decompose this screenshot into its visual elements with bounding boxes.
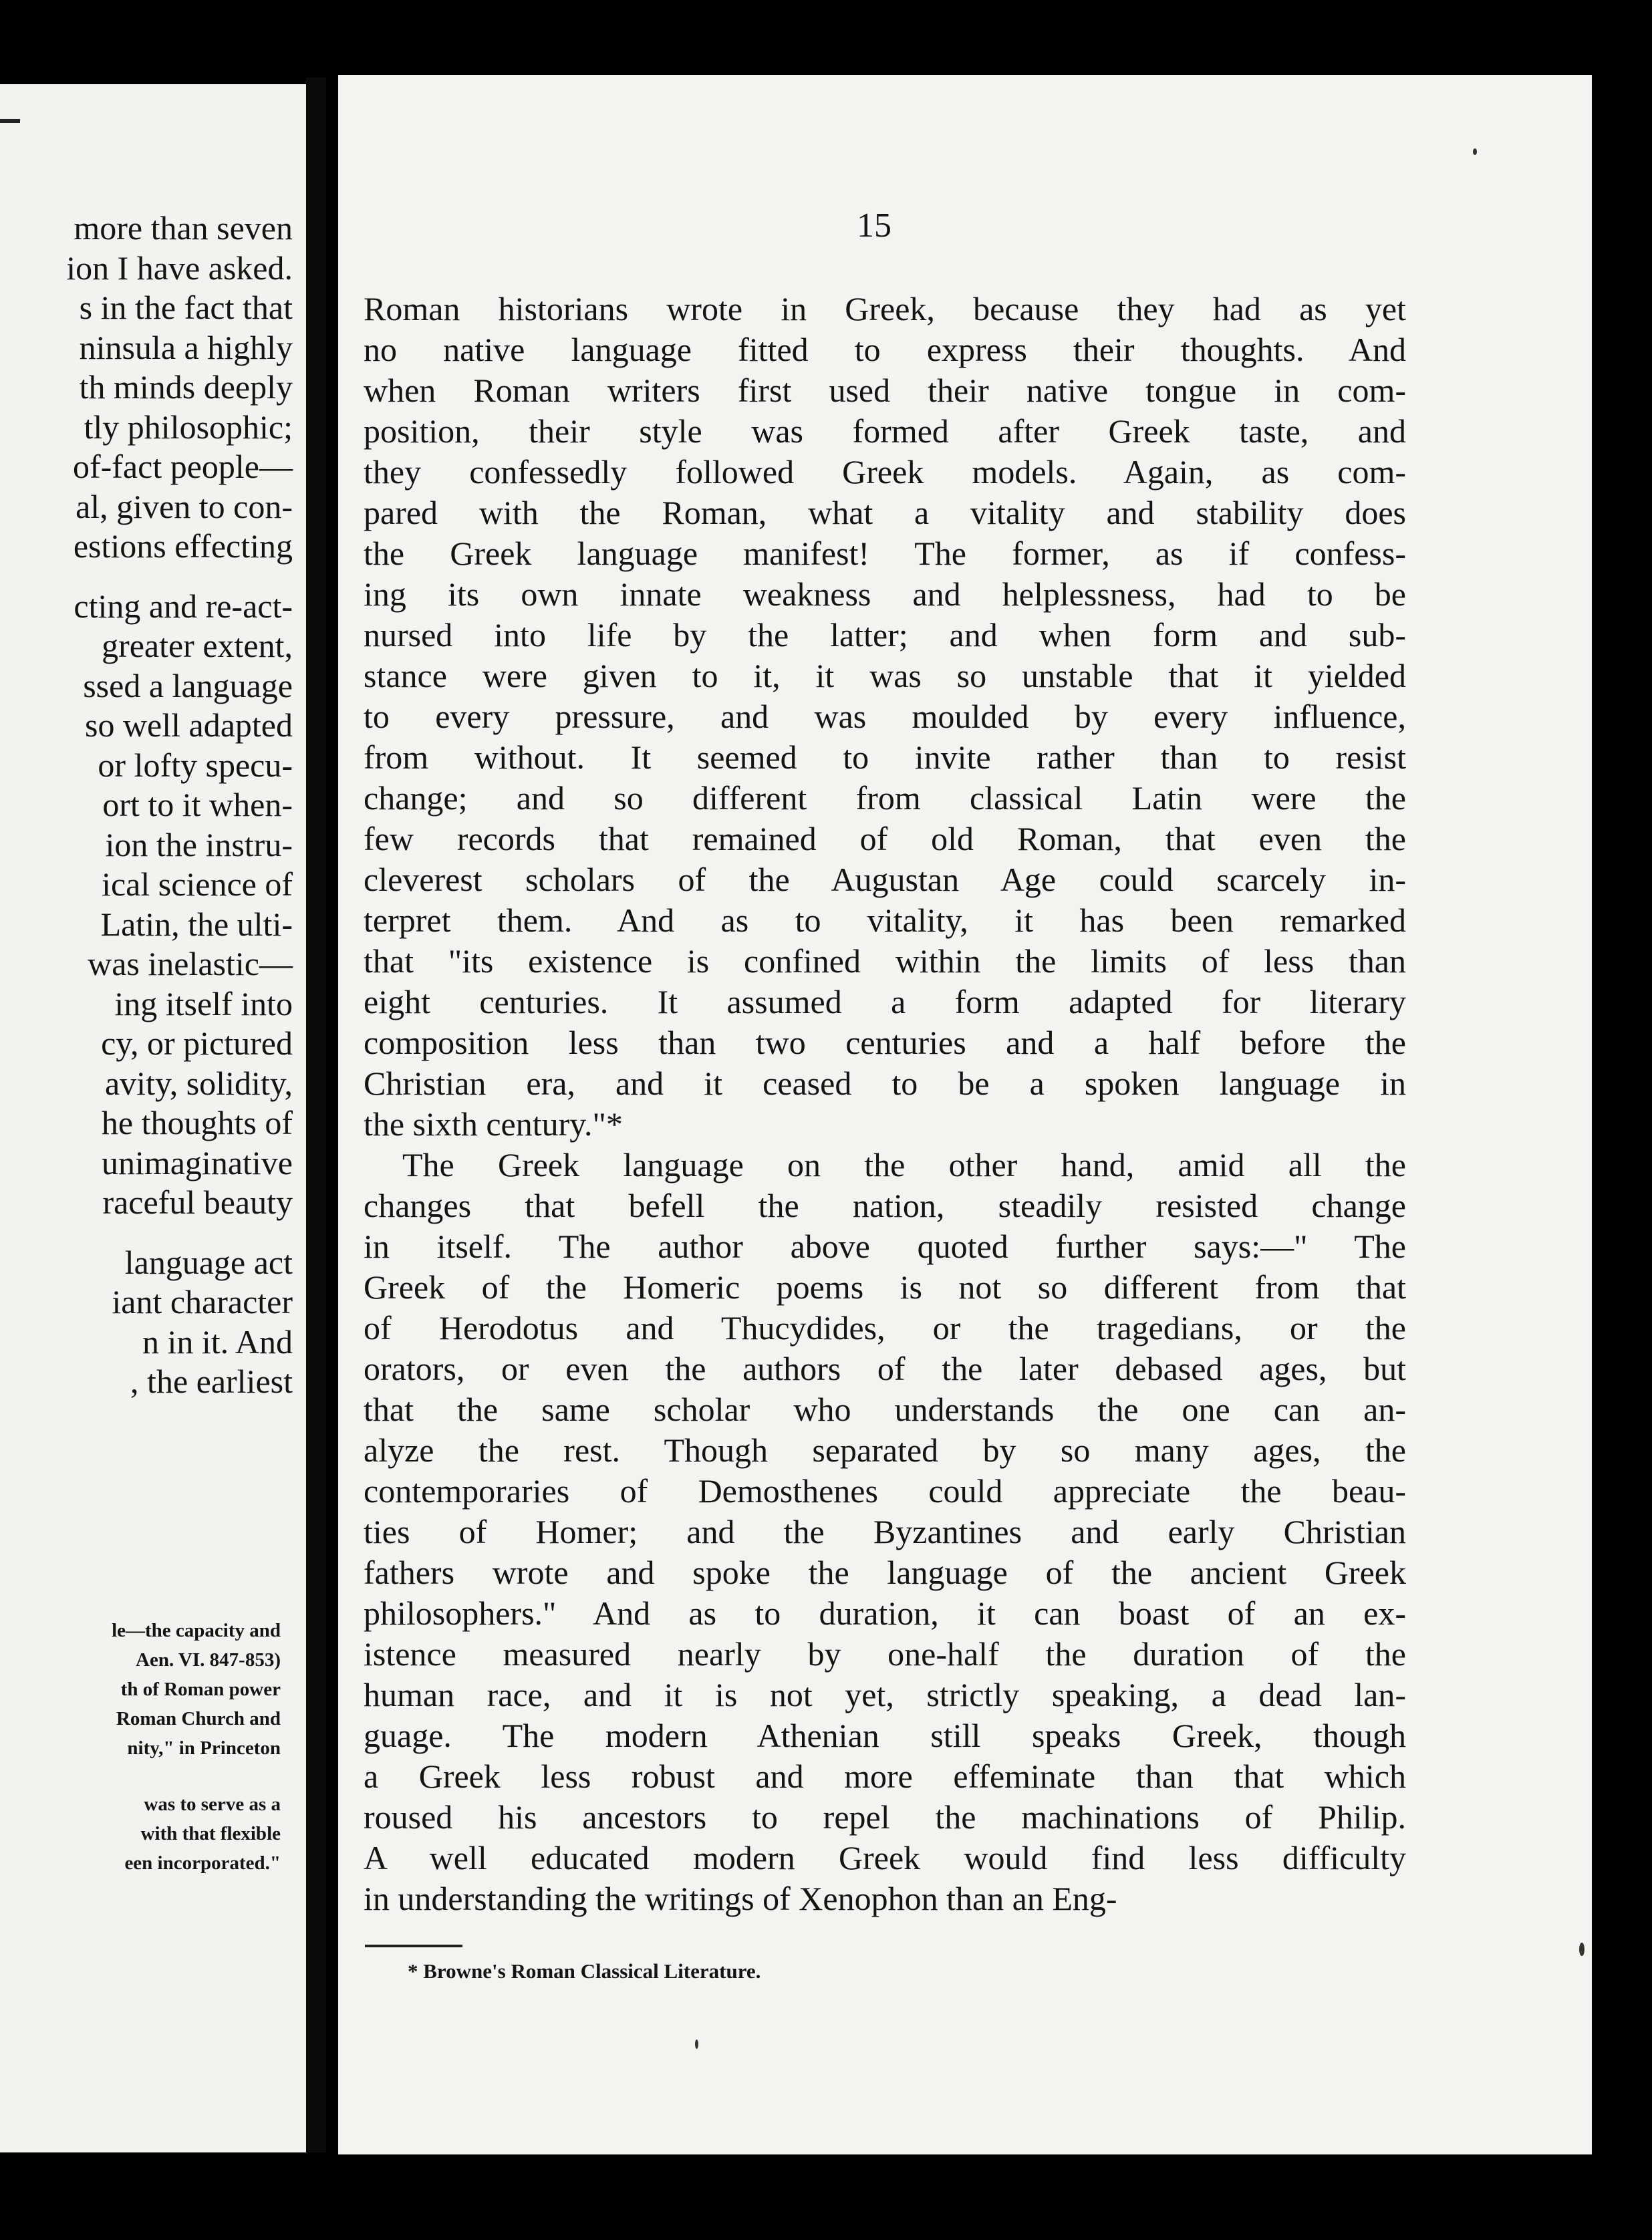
left-text-line: so well adapted xyxy=(84,706,293,744)
left-text-line: s in the fact that xyxy=(79,289,293,326)
text-line: eight centuries. It assumed a form adapted for literary xyxy=(364,983,1406,1020)
text-line: orators, or even the authors of the later debased ages, but xyxy=(364,1350,1406,1387)
text-line: alyze the rest. Though separated by so many ages, the xyxy=(364,1431,1406,1469)
text-line: nursed into life by the latter; and when form and sub- xyxy=(364,616,1406,654)
left-text-line: , the earliest xyxy=(130,1363,293,1400)
text-line: from without. It seemed to invite rather than to resist xyxy=(364,738,1406,776)
left-text-line: iant character xyxy=(112,1283,293,1320)
footnote: * Browne's Roman Classical Literature. xyxy=(408,1959,761,1983)
text-line: terpret them. And as to vitality, it has been remarked xyxy=(364,901,1406,939)
body-text xyxy=(364,289,1406,1919)
left-footnote-line: was to serve as a xyxy=(144,1794,281,1815)
text-line: position, their style was formed after Greek taste, and xyxy=(364,412,1406,450)
text-line: philosophers." And as to duration, it can boast of an ex- xyxy=(364,1594,1406,1632)
text-line: no native language fitted to express their thoughts. And xyxy=(364,331,1406,368)
text-line: to every pressure, and was moulded by every influence, xyxy=(364,698,1406,735)
left-text-line: th minds deeply xyxy=(79,368,293,406)
text-line: stance were given to it, it was so unstable that it yielded xyxy=(364,657,1406,694)
left-text-line: ical science of xyxy=(102,865,293,903)
page-dash xyxy=(0,119,20,123)
book-gutter xyxy=(306,78,326,2152)
left-text-line: al, given to con- xyxy=(76,487,293,525)
left-text-line: avity, solidity, xyxy=(104,1064,293,1102)
left-footnote-line: Roman Church and xyxy=(116,1708,281,1729)
text-line: in itself. The author above quoted further says:—" The xyxy=(364,1228,1406,1265)
left-footnote-line: Aen. VI. 847-853) xyxy=(136,1649,281,1671)
page-number: 15 xyxy=(857,206,891,245)
left-page-fragment xyxy=(0,84,306,2152)
footnote-rule xyxy=(365,1945,462,1947)
text-line: Roman historians wrote in Greek, because they had as yet xyxy=(364,290,1406,327)
text-line: Greek of the Homeric poems is not so different from that xyxy=(364,1268,1406,1306)
left-text-line: ssed a language xyxy=(83,666,293,704)
text-line: ing its own innate weakness and helplessness, had to be xyxy=(364,575,1406,613)
text-line: in understanding the writings of Xenophon than an Eng- xyxy=(364,1880,1117,1917)
left-text-line: ing itself into xyxy=(114,984,293,1022)
left-text-line: Latin, the ulti- xyxy=(100,905,293,943)
speck xyxy=(1579,1943,1585,1956)
text-line: of Herodotus and Thucydides, or the tragedians, or the xyxy=(364,1309,1406,1347)
text-line: contemporaries of Demosthenes could appreciate the beau- xyxy=(364,1472,1406,1510)
left-text-line: ninsula a highly xyxy=(79,328,293,366)
text-line: that the same scholar who understands the one can an- xyxy=(364,1391,1406,1428)
text-line: change; and so different from classical Latin were the xyxy=(364,779,1406,817)
speck xyxy=(695,2040,698,2049)
text-line: changes that befell the nation, steadily resisted change xyxy=(364,1187,1406,1224)
left-footnote-line: een incorporated." xyxy=(124,1852,281,1874)
left-text-line: of-fact people— xyxy=(72,448,293,485)
left-text-line: or lofty specu- xyxy=(98,746,293,784)
text-line: when Roman writers first used their native tongue in com- xyxy=(364,372,1406,409)
text-line: pared with the Roman, what a vitality and stability does xyxy=(364,494,1406,531)
text-line: the Greek language manifest! The former, as if confess- xyxy=(364,535,1406,572)
text-line: a Greek less robust and more effeminate than that which xyxy=(364,1758,1406,1795)
gutter-shadow xyxy=(330,67,338,2152)
left-text-line: cy, or pictured xyxy=(101,1024,293,1062)
text-line: The Greek language on the other hand, amid all the xyxy=(402,1146,1406,1183)
left-text-line: estions effecting xyxy=(73,527,293,565)
left-text-line: greater extent, xyxy=(102,627,293,664)
text-line: that "its existence is confined within the limits of less than xyxy=(364,942,1406,980)
left-footnote-line: le—the capacity and xyxy=(112,1620,281,1641)
text-line: roused his ancestors to repel the machinations of Philip. xyxy=(364,1798,1406,1836)
left-text-line: more than seven xyxy=(74,209,293,247)
text-line: istence measured nearly by one-half the duration of the xyxy=(364,1635,1406,1673)
speck xyxy=(1473,148,1477,155)
left-footnote-line: th of Roman power xyxy=(120,1679,281,1700)
text-line: fathers wrote and spoke the language of the ancient Greek xyxy=(364,1554,1406,1591)
text-line: guage. The modern Athenian still speaks Greek, though xyxy=(364,1717,1406,1754)
left-text-line: ion I have asked. xyxy=(66,249,293,287)
text-line: cleverest scholars of the Augustan Age could scarcely in- xyxy=(364,861,1406,898)
text-line: Christian era, and it ceased to be a spoken language in xyxy=(364,1065,1406,1102)
left-text-line: language act xyxy=(124,1243,293,1281)
text-line: human race, and it is not yet, strictly speaking, a dead lan- xyxy=(364,1676,1406,1713)
left-text-line: he thoughts of xyxy=(101,1104,293,1141)
left-text-line: ion the instru- xyxy=(105,825,293,863)
left-footnote-line: with that flexible xyxy=(140,1823,281,1844)
left-text-line: raceful beauty xyxy=(102,1183,293,1221)
left-text-line: was inelastic— xyxy=(88,945,293,982)
left-text-line: n in it. And xyxy=(142,1322,293,1361)
left-footnote-line: nity," in Princeton xyxy=(127,1737,281,1759)
text-line: A well educated modern Greek would find less difficulty xyxy=(364,1839,1406,1876)
text-line: composition less than two centuries and a half before the xyxy=(364,1024,1406,1061)
text-line: few records that remained of old Roman, that even the xyxy=(364,820,1406,857)
left-text-line: tly philosophic; xyxy=(84,408,293,446)
text-line: ties of Homer; and the Byzantines and early Christian xyxy=(364,1513,1406,1550)
left-text-line: ort to it when- xyxy=(102,786,293,823)
left-text-line: unimaginative xyxy=(101,1143,293,1181)
text-line: they confessedly followed Greek models. Again, as com- xyxy=(364,453,1406,491)
left-text-line: cting and re-act- xyxy=(74,587,293,625)
text-line: the sixth century."* xyxy=(364,1105,623,1143)
right-page xyxy=(338,75,1592,2154)
